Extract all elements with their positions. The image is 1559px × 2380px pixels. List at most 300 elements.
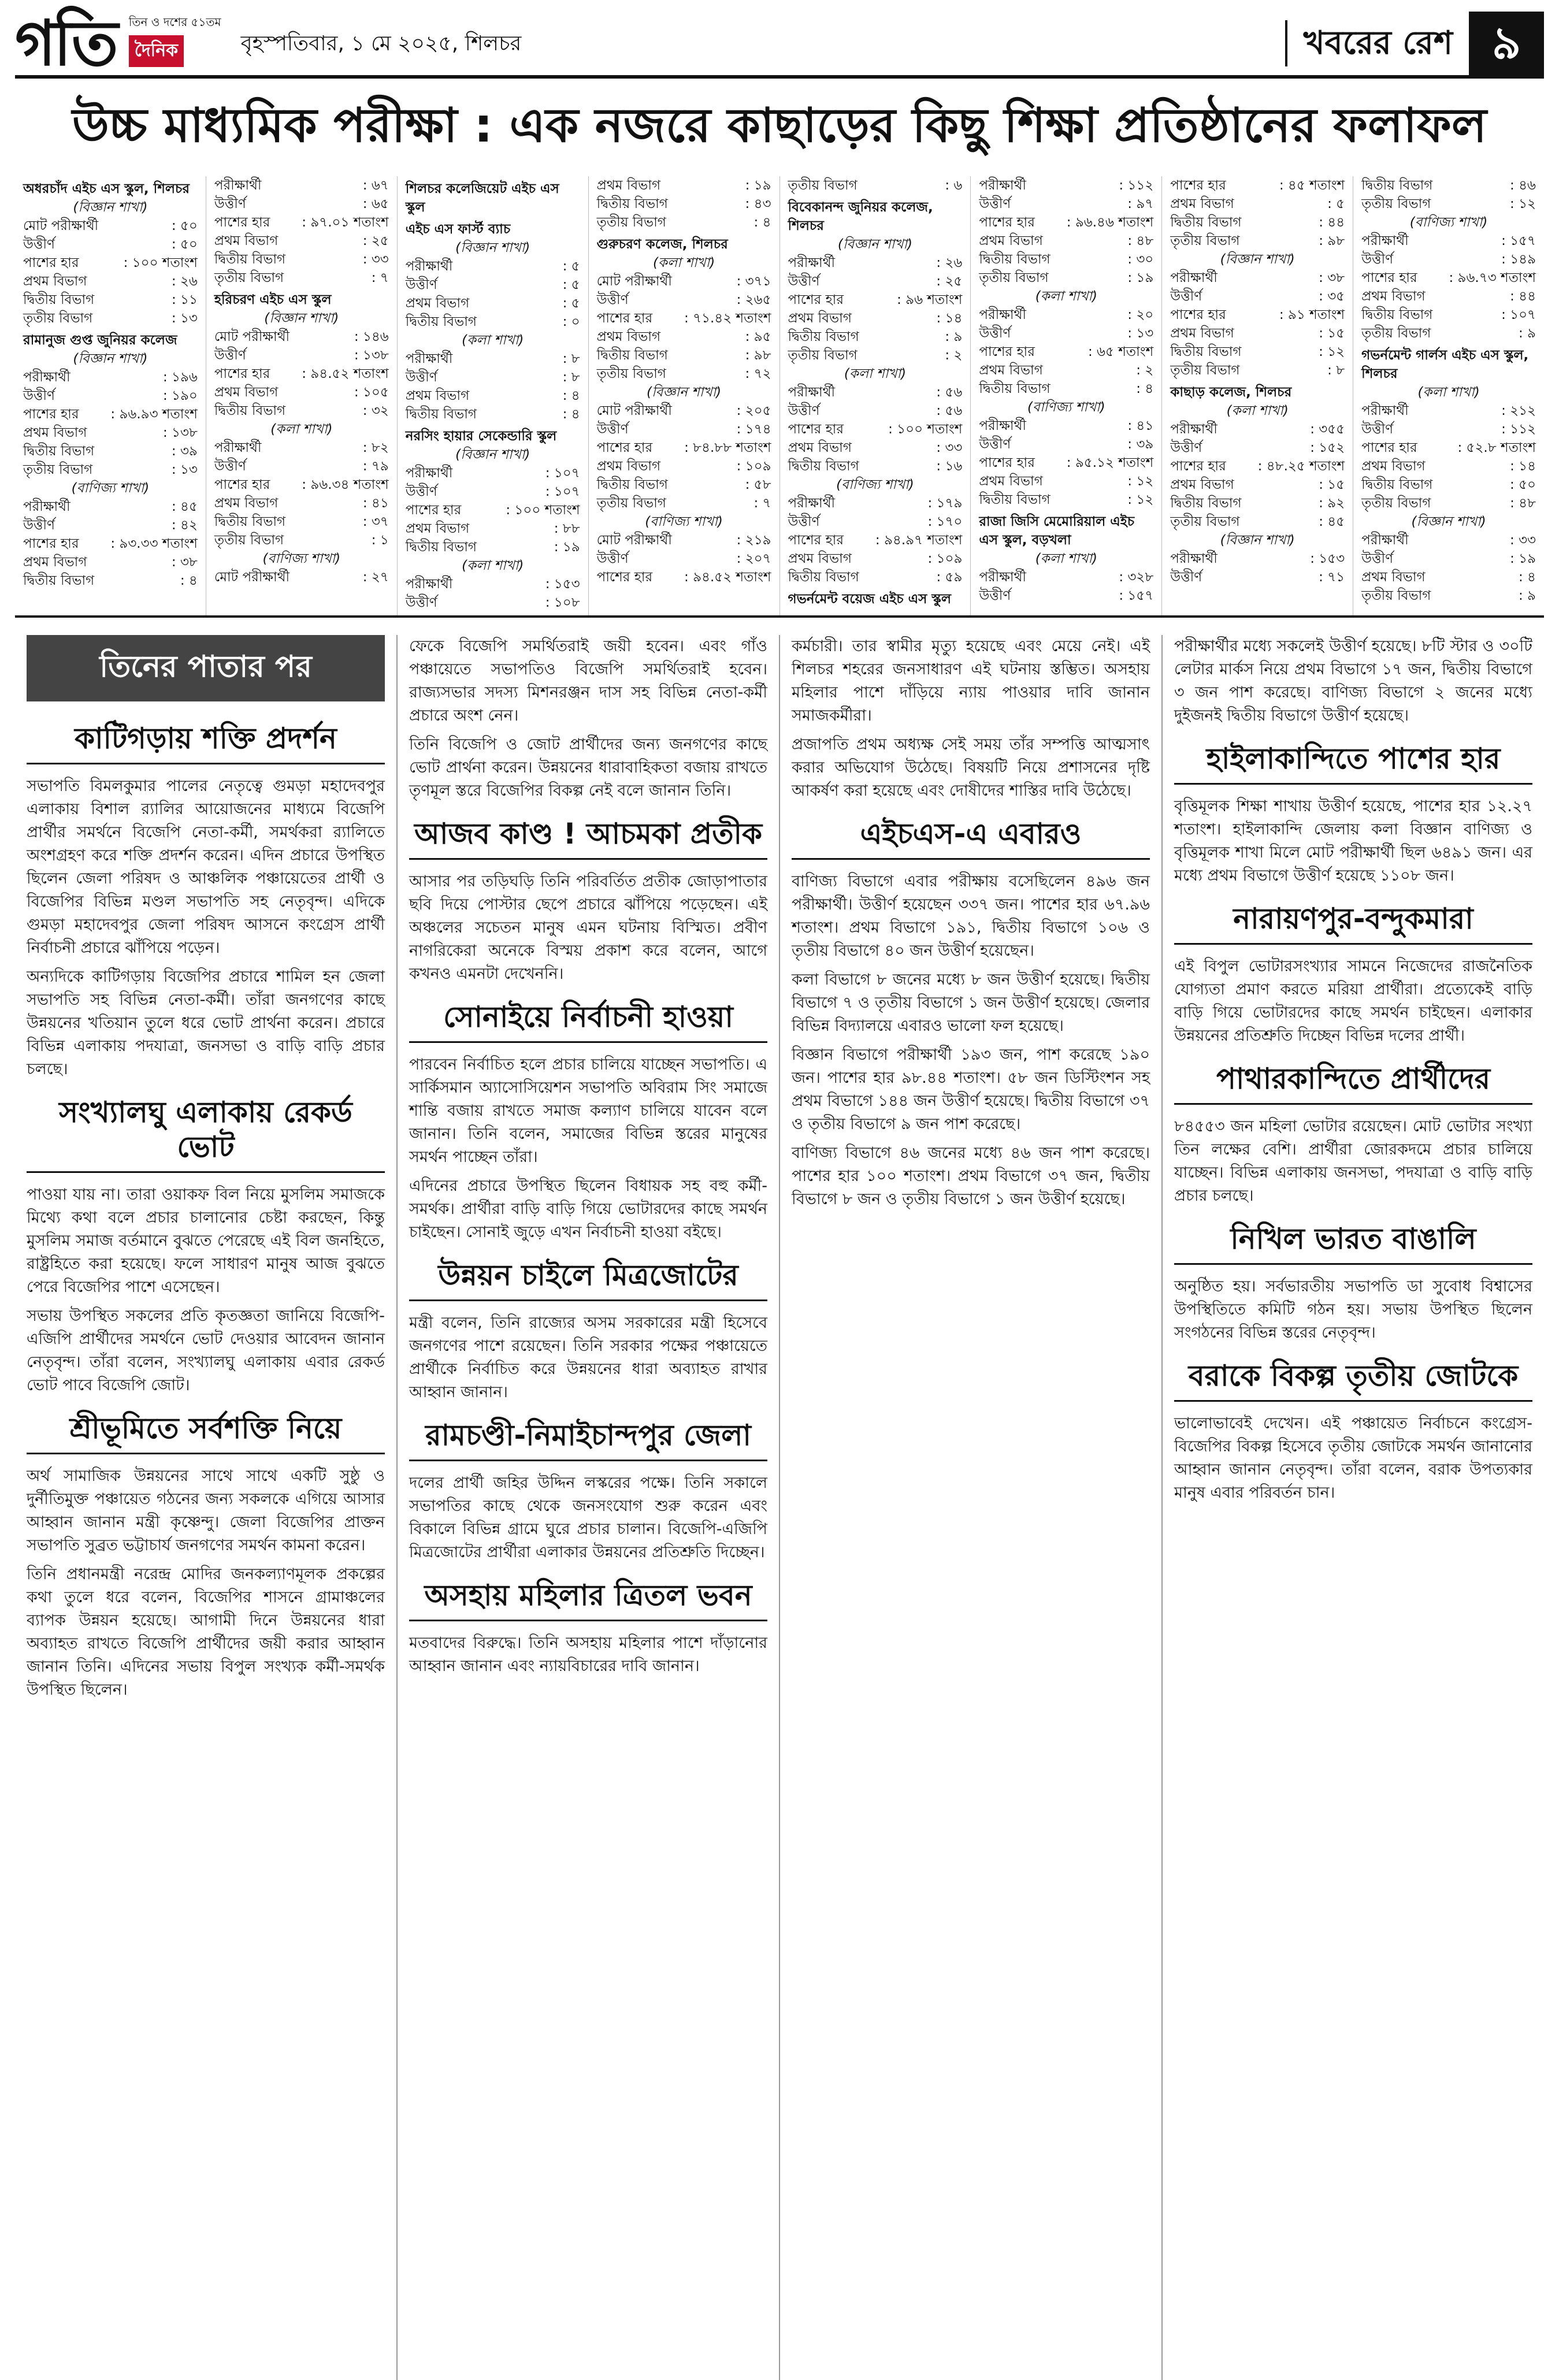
stream-label: (বিজ্ঞান শাখা) xyxy=(1411,514,1486,529)
result-value: : ৪১ xyxy=(362,496,389,511)
result-value: : ১০৭ xyxy=(545,466,580,481)
result-value: : ১০০ শতাংশ xyxy=(888,422,963,437)
result-value: : ১৫৩ xyxy=(545,577,580,592)
result-value: : ৪৬ xyxy=(1510,178,1536,193)
result-key: প্রথম বিভাগ xyxy=(596,178,661,193)
result-row xyxy=(597,439,771,457)
result-value: : ৩৯ xyxy=(171,444,198,459)
result-row xyxy=(1361,324,1536,343)
result-row xyxy=(1170,549,1345,568)
result-key: তৃতীয় বিভাগ xyxy=(596,496,666,511)
result-key: প্রথম বিভাগ xyxy=(1361,459,1426,474)
results-column xyxy=(206,176,398,615)
result-value: : ৯৭.০১ শতাংশ xyxy=(302,215,389,230)
result-value: : ২৫ xyxy=(362,233,389,248)
result-value: : ৯৮ xyxy=(745,348,771,363)
result-row xyxy=(1170,343,1345,361)
result-value: : ৩৮ xyxy=(171,555,198,570)
result-value: : ৪৫ xyxy=(1319,514,1345,529)
result-key: পাশের হার xyxy=(596,311,653,326)
result-key: পাশের হার xyxy=(788,422,844,437)
result-value: : ১৪ xyxy=(1510,459,1536,474)
result-value: : ১২ xyxy=(1127,492,1154,507)
result-value: : ২০ xyxy=(1127,307,1154,322)
result-value: : ১৫৭ xyxy=(1501,233,1536,248)
result-key: পাশের হার xyxy=(23,255,79,270)
result-row xyxy=(406,538,580,556)
result-row xyxy=(979,472,1153,491)
result-key: প্রথম বিভাগ xyxy=(214,385,279,400)
result-key: দ্বিতীয় বিভাগ xyxy=(1361,178,1433,193)
result-key: প্রথম বিভাগ xyxy=(214,233,279,248)
result-value: : ১০৯ xyxy=(736,459,771,474)
result-value: : ১০০ শতাংশ xyxy=(506,503,580,518)
article-headline: উন্নয়ন চাইলে মিত্রজোটের xyxy=(409,1250,767,1301)
result-key: উত্তীর্ণ xyxy=(1361,551,1393,566)
result-row xyxy=(1361,402,1536,420)
result-row xyxy=(788,328,963,346)
result-row xyxy=(1170,361,1345,380)
result-value: : ৫ xyxy=(1327,196,1345,211)
result-key: প্রথম বিভাগ xyxy=(596,329,661,344)
result-row xyxy=(1361,549,1536,568)
result-value: : ১৯ xyxy=(745,178,771,193)
result-row xyxy=(979,491,1153,509)
result-row xyxy=(597,549,771,568)
result-value: : ৭১ xyxy=(1319,570,1345,585)
result-row xyxy=(406,350,580,368)
result-value: : ৪ xyxy=(1519,570,1536,585)
result-row xyxy=(1170,287,1345,306)
result-key: পাশের হার xyxy=(1170,307,1226,322)
result-value: : ৫০ xyxy=(1510,477,1536,492)
result-key: দ্বিতীয় বিভাগ xyxy=(1170,496,1242,511)
article-headline: অসহায় মহিলার ত্রিতল ভবন xyxy=(409,1570,767,1621)
result-value: : ৪ xyxy=(753,215,771,230)
result-value: : ১৯৬ xyxy=(163,370,198,385)
result-value: : ১২ xyxy=(1510,196,1536,211)
result-key: পাশের হার xyxy=(979,215,1035,230)
result-row xyxy=(1170,324,1345,343)
result-row xyxy=(1170,568,1345,586)
result-key: দ্বিতীয় বিভাগ xyxy=(1361,477,1433,492)
result-row xyxy=(1170,195,1345,213)
article-paragraph: পারবেন নির্বাচিত হলে প্রচার চালিয়ে যাচ্ছেন সভাপতি। এ সার্কিসমান অ্যাসোসিয়েশন সভাপতি অবিরাম সিং সমাজে শান্তি বজায় রাখতে সমাজ কল্যাণ চালিয়ে যাবেন বলে জানান। তিনি বলেন, সমাজের বিভিন্ন স্তরের মানুষের সমর্থন পাচ্ছেন তাঁরা। xyxy=(409,1056,767,1166)
result-key: পরীক্ষার্থী xyxy=(405,577,453,592)
result-row xyxy=(406,501,580,519)
result-row xyxy=(23,291,198,309)
result-value: : ১৭৪ xyxy=(736,422,771,437)
result-row xyxy=(788,346,963,365)
result-row xyxy=(23,368,198,387)
result-row xyxy=(597,457,771,476)
result-row xyxy=(597,328,771,346)
article-paragraph: বৃত্তিমূলক শিক্ষা শাখায় উত্তীর্ণ হয়েছে, পাশের হার ১২.২৭ শতাংশ। হাইলাকান্দি জেলায় কলা বিজ্ঞান বাণিজ্য ও বৃত্তিমূলক শাখা মিলে মোট পরীক্ষার্থী ছিল ৬৪৯১ জন। এর মধ্যে প্রথম বিভাগে উত্তীর্ণ হয়েছে ১১০৮ জন। xyxy=(1174,797,1532,885)
result-value: : ৫৬ xyxy=(936,385,963,400)
article-paragraph: ৮৪৫৫৩ জন মহিলা ভোটার রয়েছেন। মোট ভোটার সংখ্যা তিন লক্ষের বেশি। প্রার্থীরা জোরকদমে প্রচার চালিয়ে যাচ্ছেন। বিভিন্ন এলাকায় জনসভা, পদযাত্রা ও বাড়ি বাড়ি প্রচার চলছে। xyxy=(1174,1117,1532,1205)
articles-area xyxy=(15,635,1544,2380)
article-paragraph: পাওয়া যায় না। তারা ওয়াকফ বিল নিয়ে মুসলিম সমাজকে মিথ্যে কথা বলে প্রচার চালানোর চেষ্টা করছেন, কিন্তু মুসলিম সমাজ বর্তমানে বুঝতে পেরেছে এই বিল জনহিতে, রাষ্ট্রহিতে করা হয়েছে। ফলে সাধারণ মানুষ আজ বুঝতে পেরে বিজেপির পাশে এসেছেন। xyxy=(27,1186,385,1296)
result-value: : ১৯ xyxy=(1510,551,1536,566)
result-value: : ১০৯ xyxy=(927,551,963,566)
result-value: : ৯৪.৫২ শতাংশ xyxy=(302,366,389,381)
result-value: : ৪৮.২৫ শতাংশ xyxy=(1257,459,1345,474)
result-value: : ২ xyxy=(1136,363,1154,378)
result-value: : ৫ xyxy=(562,259,580,274)
result-row xyxy=(214,232,389,250)
result-key: প্রথম বিভাগ xyxy=(979,233,1043,248)
result-key: প্রথম বিভাগ xyxy=(788,311,852,326)
result-key: উত্তীর্ণ xyxy=(979,196,1011,211)
result-value: : ৬৭ xyxy=(362,178,389,193)
result-key: প্রথম বিভাগ xyxy=(1170,477,1234,492)
result-key: প্রথম বিভাগ xyxy=(23,425,87,440)
stream-label: (বিজ্ঞান শাখা) xyxy=(1220,252,1295,267)
stream-label: (কলা শাখা) xyxy=(652,255,715,270)
result-value: : ০ xyxy=(562,314,580,329)
result-key: দ্বিতীয় বিভাগ xyxy=(214,252,286,267)
result-value: : ১৪ xyxy=(936,311,963,326)
result-row xyxy=(597,531,771,549)
continued-from-box: তিনের পাতার পর xyxy=(27,635,385,701)
result-key: তৃতীয় বিভাগ xyxy=(214,533,284,548)
page-headline: উচ্চ মাধ্যমিক পরীক্ষা : এক নজরে কাছাড়ের কিছু শিক্ষা প্রতিষ্ঠানের ফলাফল xyxy=(72,98,1487,153)
article-paragraph: অর্থ সামাজিক উন্নয়নের সাথে সাথে একটি সুষ্ঠু ও দুর্নীতিমুক্ত পঞ্চায়েত গঠনের জন্য সকলকে এগিয়ে আসার আহ্বান জানান মন্ত্রী কৃষ্ণেন্দু। জেলা বিজেপির প্রাক্তন সভাপতি সুব্রত ভট্টাচার্য জনগণের সমর্থন কামনা করেন। xyxy=(27,1467,385,1554)
result-row xyxy=(23,461,198,479)
article-paragraph: কলা বিভাগে ৮ জনের মধ্যে ৮ জন উত্তীর্ণ হয়েছে। দ্বিতীয় বিভাগে ৭ ও তৃতীয় বিভাগে ১ জন উত্তীর্ণ হয়েছে। জেলার বিভিন্ন বিদ্যালয়ে এবারও ভালো ফল হয়েছে। xyxy=(792,971,1150,1035)
result-key: উত্তীর্ণ xyxy=(405,484,437,499)
result-key: তৃতীয় বিভাগ xyxy=(1361,496,1431,511)
result-value: : ২০৭ xyxy=(736,551,771,566)
results-column xyxy=(589,176,780,615)
result-value: : ১৭০ xyxy=(927,514,963,529)
results-column xyxy=(1162,176,1353,615)
result-value: : ৩৩ xyxy=(362,252,389,267)
result-key: মোট পরীক্ষার্থী xyxy=(214,570,290,585)
result-row xyxy=(406,519,580,538)
result-row xyxy=(979,435,1153,454)
article-paragraph: বাণিজ্য বিভাগে এবার পরীক্ষায় বসেছিলেন ৪৯৬ জন পরীক্ষার্থী। উত্তীর্ণ হয়েছেন ৩৩৭ জন। পাশের হার ৬৭.৯৬ শতাংশ। প্রথম বিভাগে ১৯১, দ্বিতীয় বিভাগে ১০৬ ও তৃতীয় বিভাগে ৪০ জন উত্তীর্ণ হয়েছেন। xyxy=(792,872,1150,960)
result-key: দ্বিতীয় বিভাগ xyxy=(23,573,95,588)
result-value: : ৩৭ xyxy=(362,514,389,529)
result-value: : ৪ xyxy=(562,388,580,403)
result-key: দ্বিতীয় বিভাগ xyxy=(788,570,859,585)
result-key: প্রথম বিভাগ xyxy=(788,551,852,566)
result-key: দ্বিতীয় বিভাগ xyxy=(596,477,668,492)
result-value: : ১৫৩ xyxy=(1310,551,1345,566)
result-value: : ১ xyxy=(371,533,389,548)
result-row xyxy=(214,476,389,494)
result-key: তৃতীয় বিভাগ xyxy=(596,215,666,230)
result-value: : ৯২ xyxy=(1319,496,1345,511)
result-value: : ৮ xyxy=(1327,363,1345,378)
result-value: : ৯৬.৩৪ শতাংশ xyxy=(302,477,389,492)
result-value: : ৪৩ xyxy=(745,196,771,211)
result-row xyxy=(1361,420,1536,439)
result-value: : ৪৮ xyxy=(1127,233,1154,248)
result-row xyxy=(406,593,580,612)
result-row xyxy=(406,575,580,593)
result-key: উত্তীর্ণ xyxy=(979,437,1011,452)
result-row xyxy=(1361,306,1536,324)
result-value: : ১০৭ xyxy=(545,484,580,499)
result-value: : ৫৯ xyxy=(936,570,963,585)
result-key: তৃতীয় বিভাগ xyxy=(1361,196,1431,211)
institution-name: অধরচাঁদ এইচ এস স্কুল, শিলচর xyxy=(23,181,190,196)
result-row xyxy=(1170,476,1345,494)
result-key: পরীক্ষার্থী xyxy=(1170,422,1217,437)
result-value: : ৮ xyxy=(562,370,580,385)
institution-name: শিলচর কলেজিয়েট এইচ এস স্কুল xyxy=(405,181,559,215)
result-row xyxy=(406,294,580,313)
result-value: : ২১৯ xyxy=(736,533,771,548)
result-value: : ১১২ xyxy=(1501,422,1536,437)
result-row xyxy=(1361,269,1536,287)
institution-name: কাছাড় কলেজ, শিলচর xyxy=(1170,385,1292,400)
result-row xyxy=(788,272,963,291)
result-value: : ১০৮ xyxy=(545,595,580,610)
result-key: পাশের হার xyxy=(596,570,653,585)
result-row xyxy=(23,516,198,534)
result-value: : ৩৭১ xyxy=(736,274,771,289)
result-row xyxy=(597,309,771,328)
article-column xyxy=(15,635,398,2380)
result-row xyxy=(788,420,963,439)
result-row xyxy=(1361,439,1536,457)
result-value: : ৫ xyxy=(562,277,580,292)
result-key: পরীক্ষার্থী xyxy=(23,370,70,385)
result-key: তৃতীয় বিভাগ xyxy=(23,462,93,477)
article-headline: আজব কাণ্ড ! আচমকা প্রতীক xyxy=(409,808,767,860)
result-key: পাশের হার xyxy=(1361,270,1417,285)
result-key: পাশের হার xyxy=(979,455,1035,470)
result-key: প্রথম বিভাগ xyxy=(979,363,1043,378)
result-key: প্রথম বিভাগ xyxy=(1170,326,1234,341)
results-column xyxy=(971,176,1162,615)
result-key: দ্বিতীয় বিভাগ xyxy=(596,196,668,211)
result-key: উত্তীর্ণ xyxy=(979,326,1011,341)
result-value: : ১১ xyxy=(171,292,198,307)
result-value: : ৬ xyxy=(945,178,963,193)
dateline: বৃহস্পতিবার, ১ মে ২০২৫, শিলচর xyxy=(240,32,522,55)
result-key: দ্বিতীয় বিভাগ xyxy=(979,492,1051,507)
result-value: : ৫৬ xyxy=(936,403,963,418)
result-key: তৃতীয় বিভাগ xyxy=(788,178,858,193)
result-key: পরীক্ষার্থী xyxy=(979,418,1026,433)
article-paragraph: তিনি প্রধানমন্ত্রী নরেন্দ্র মোদির জনকল্যাণমূলক প্রকল্পের কথা তুলে ধরে বলেন, বিজেপির শাসনে গ্রামাঞ্চলের ব্যাপক উন্নয়ন হয়েছে। আগামী দিনে উন্নয়নের ধারা অব্যাহত রাখতে বিজেপি প্রার্থীদের জয়ী করার আহ্বান জানান তিনি। এদিনের সভায় বিপুল সংখ্যক কর্মী-সমর্থক উপস্থিত ছিলেন। xyxy=(27,1565,385,1699)
result-key: পরীক্ষার্থী xyxy=(1170,551,1217,566)
result-value: : ৯৬.৯৩ শতাংশ xyxy=(110,407,198,422)
stream-label: (বিজ্ঞান শাখা) xyxy=(73,200,148,215)
result-value: : ১৯ xyxy=(554,540,580,555)
article-paragraph: অন্যদিকে কাটিগড়ায় বিজেপির প্রচারে শামিল হন জেলা সভাপতি সহ বিভিন্ন নেতা-কর্মী। তাঁরা জনগণের কাছে উন্নয়নের খতিয়ান তুলে ধরে ভোট প্রার্থনা করেন। প্রচারে বিভিন্ন এলাকায় পদযাত্রা, জনসভা ও বাড়ি বাড়ি প্রচার চলছে। xyxy=(27,968,385,1078)
article-paragraph: ফেকে বিজেপি সমর্থিতরাই জয়ী হবেন। এবং গাঁও পঞ্চায়েতে সভাপতিও বিজেপি সমর্থিতরাই হবেন। রাজ্যসভার সদস্য মিশনরঞ্জন দাস সহ বিভিন্ন নেতা-কর্মী প্রচারে অংশ নেন। xyxy=(409,637,767,725)
result-key: পরীক্ষার্থী xyxy=(788,496,836,511)
results-column xyxy=(398,176,589,615)
result-key: উত্তীর্ণ xyxy=(1170,440,1202,455)
result-row xyxy=(979,176,1153,195)
result-value: : ১২ xyxy=(1127,474,1154,489)
result-row xyxy=(1170,513,1345,531)
article-paragraph: বাণিজ্য বিভাগে ৪৬ জনের মধ্যে ৪৬ জন পাশ করেছে। পাশের হার ১০০ শতাংশ। প্রথম বিভাগে ৩৭ জন, দ্বিতীয় বিভাগে ৮ জন ও তৃতীয় বিভাগে ১ জন উত্তীর্ণ হয়েছে। xyxy=(792,1144,1150,1208)
article-column xyxy=(398,635,780,2380)
article-headline: কাটিগড়ায় শক্তি প্রদর্শন xyxy=(27,713,385,764)
result-key: তৃতীয় বিভাগ xyxy=(596,366,666,381)
result-value: : ১২ xyxy=(1319,344,1345,359)
result-value: : ৪৫ xyxy=(171,499,198,514)
result-row xyxy=(788,309,963,328)
result-key: উত্তীর্ণ xyxy=(214,459,246,474)
result-row xyxy=(23,309,198,328)
result-row xyxy=(597,213,771,232)
result-row xyxy=(788,513,963,531)
result-key: দ্বিতীয় বিভাগ xyxy=(214,403,286,418)
result-value: : ৫০ xyxy=(171,237,198,252)
results-table xyxy=(15,176,1544,618)
result-value: : ৯৬.৪৬ শতাংশ xyxy=(1066,215,1154,230)
result-row xyxy=(979,324,1153,343)
result-key: পরীক্ষার্থী xyxy=(1170,270,1217,285)
result-value: : ১৪৬ xyxy=(354,329,389,344)
result-key: পরীক্ষার্থী xyxy=(1361,233,1409,248)
result-key: তৃতীয় বিভাগ xyxy=(1170,514,1240,529)
result-key: দ্বিতীয় বিভাগ xyxy=(979,252,1051,267)
result-key: প্রথম বিভাগ xyxy=(23,555,87,570)
result-row xyxy=(214,213,389,232)
newspaper-logo: গতি xyxy=(15,7,116,80)
result-row xyxy=(979,586,1153,605)
result-value: : ৯৮ xyxy=(1319,233,1345,248)
article-paragraph: সভাপতি বিমলকুমার পালের নেতৃত্বে গুমড়া মহাদেবপুর এলাকায় বিশাল র‍্যালির আয়োজনের মাধ্যমে বিজেপি প্রার্থীর সমর্থনে বিজেপি নেতা-কর্মী, সমর্থকরা র‍্যালিতে অংশগ্রহণ করে শক্তি প্রদর্শন করেন। এদিন প্রচারে উপস্থিত ছিলেন জেলা পরিষদ ও আঞ্চলিক পঞ্চায়েতের প্রার্থী ও বিজেপির বিভিন্ন মণ্ডল সভাপতি সহ নেতৃবৃন্দ। এদিকে গুমড়া মহাদেবপুর জেলা পরিষদ আসনে কংগ্রেস প্রার্থী নির্বাচনী প্রচারে ঝাঁপিয়ে পড়েন। xyxy=(27,777,385,957)
result-row xyxy=(1170,232,1345,250)
result-key: উত্তীর্ণ xyxy=(23,388,55,403)
result-key: মোট পরীক্ষার্থী xyxy=(596,403,672,418)
result-row xyxy=(406,387,580,405)
article-column xyxy=(1163,635,1544,2380)
result-key: পাশের হার xyxy=(214,215,270,230)
result-row xyxy=(214,568,389,586)
result-key: পরীক্ষার্থী xyxy=(788,255,836,270)
result-value: : ১৭৯ xyxy=(927,496,963,511)
result-key: প্রথম বিভাগ xyxy=(788,440,852,455)
result-row xyxy=(214,328,389,346)
result-value: : ৯৪.৫২ শতাংশ xyxy=(684,570,771,585)
stream-label: (কলা শাখা) xyxy=(270,422,333,437)
result-row xyxy=(23,387,198,405)
result-row xyxy=(214,383,389,402)
article-paragraph: মতবাদের বিরুদ্ধে। তিনি অসহায় মহিলার পাশে দাঁড়ানোর আহ্বান জানান এবং ন্যায়বিচারের দাবি জানান। xyxy=(409,1634,767,1675)
result-key: দ্বিতীয় বিভাগ xyxy=(788,459,859,474)
result-key: তৃতীয় বিভাগ xyxy=(1361,326,1431,341)
result-row xyxy=(1361,176,1536,195)
result-row xyxy=(979,380,1153,398)
result-key: পাশের হার xyxy=(979,344,1035,359)
result-key: উত্তীর্ণ xyxy=(405,370,437,385)
stream-label: (বিজ্ঞান শাখা) xyxy=(647,385,722,400)
result-value: : ৯৬.৭৩ শতাংশ xyxy=(1449,270,1536,285)
article-paragraph: অনুষ্ঠিত হয়। সর্বভারতীয় সভাপতি ডা সুবোধ বিশ্বাসের উপস্থিতিতে কমিটি গঠন হয়। সভায় উপস্থিত ছিলেন সংগঠনের বিভিন্ন স্তরের নেতৃবৃন্দ। xyxy=(1174,1278,1532,1342)
result-value: : ২৭ xyxy=(362,570,389,585)
result-value: : ৩৩ xyxy=(936,440,963,455)
result-row xyxy=(788,291,963,309)
masthead-badge xyxy=(129,14,221,67)
result-key: পাশের হার xyxy=(23,407,79,422)
result-row xyxy=(406,405,580,424)
result-row xyxy=(214,365,389,383)
result-value: : ৭ xyxy=(753,496,771,511)
result-row xyxy=(597,195,771,213)
result-value: : ১৫৭ xyxy=(1119,588,1154,603)
result-value: : ৪২ xyxy=(171,518,198,533)
result-row xyxy=(597,402,771,420)
result-row xyxy=(597,568,771,586)
result-row xyxy=(597,476,771,494)
result-key: পাশের হার xyxy=(1170,459,1226,474)
result-row xyxy=(1361,232,1536,250)
result-value: : ১০০ শতাংশ xyxy=(123,255,198,270)
result-value: : ৩২৮ xyxy=(1119,570,1154,585)
result-key: পাশের হার xyxy=(596,440,653,455)
institution-name: গভর্নমেন্ট গার্লস এইচ এস স্কুল, শিলচর xyxy=(1361,348,1529,381)
result-row xyxy=(979,306,1153,324)
result-value: : ১১২ xyxy=(1119,178,1154,193)
result-row xyxy=(214,457,389,476)
result-value: : ৩৫ xyxy=(1319,289,1345,304)
result-key: দ্বিতীয় বিভাগ xyxy=(23,444,95,459)
result-row xyxy=(597,272,771,291)
institution-name: রাজা জিসি মেমোরিয়াল এইচ এস স্কুল, বড়খলা xyxy=(979,514,1135,548)
result-row xyxy=(214,176,389,195)
article-paragraph: এদিনের প্রচারে উপস্থিত ছিলেন বিধায়ক সহ বহু কর্মী-সমর্থক। প্রার্থীরা বাড়ি বাড়ি গিয়ে ভোটারদের কাছে সমর্থন চাইছেন। সোনাই জুড়ে এখন নির্বাচনী হাওয়া বইছে। xyxy=(409,1177,767,1241)
result-row xyxy=(214,250,389,269)
result-row xyxy=(597,365,771,383)
result-value: : ৫ xyxy=(562,296,580,311)
result-row xyxy=(406,482,580,501)
result-value: : ৪১ xyxy=(1127,418,1154,433)
result-key: প্রথম বিভাগ xyxy=(405,296,470,311)
stream-label: (বাণিজ্য শাখা) xyxy=(836,477,914,492)
result-key: দ্বিতীয় বিভাগ xyxy=(979,381,1051,396)
result-value: : ১৩ xyxy=(1127,326,1154,341)
result-key: পরীক্ষার্থী xyxy=(214,178,262,193)
result-value: : ৯৪.৯৭ শতাংশ xyxy=(875,533,963,548)
result-row xyxy=(788,549,963,568)
result-key: প্রথম বিভাগ xyxy=(1361,289,1426,304)
result-value: : ৯৫.১২ শতাংশ xyxy=(1066,455,1154,470)
result-key: তৃতীয় বিভাগ xyxy=(1170,363,1240,378)
result-row xyxy=(214,269,389,287)
result-value: : ৪ xyxy=(562,407,580,422)
result-value: : ১৩ xyxy=(171,311,198,326)
result-key: উত্তীর্ণ xyxy=(788,514,820,529)
result-key: পরীক্ষার্থী xyxy=(405,466,453,481)
masthead xyxy=(15,0,1544,79)
result-row xyxy=(214,402,389,420)
result-row xyxy=(1361,195,1536,213)
stream-label: (বিজ্ঞান শাখা) xyxy=(264,311,339,326)
result-value: : ২১২ xyxy=(1501,403,1536,418)
article-headline: শ্রীভূমিতে সর্বশক্তি নিয়ে xyxy=(27,1403,385,1454)
result-value: : ১৪৯ xyxy=(1501,252,1536,267)
article-headline: এইচএস-এ এবারও xyxy=(792,808,1150,860)
result-value: : ১৯০ xyxy=(163,388,198,403)
result-row xyxy=(1361,476,1536,494)
result-row xyxy=(597,176,771,195)
result-key: পাশের হার xyxy=(23,536,79,551)
result-value: : ৯৭ xyxy=(1127,196,1154,211)
article-paragraph: মন্ত্রী বলেন, তিনি রাজ্যের অসম সরকারের মন্ত্রী হিসেবে জনগণের পাশে রয়েছেন। তিনি সরকার পক্ষের পঞ্চায়েতে প্রার্থীকে নির্বাচিত করে উন্নয়নের ধারা অব্যাহত রাখার আহ্বান জানান। xyxy=(409,1314,767,1401)
result-value: : ৪৪ xyxy=(1319,215,1345,230)
